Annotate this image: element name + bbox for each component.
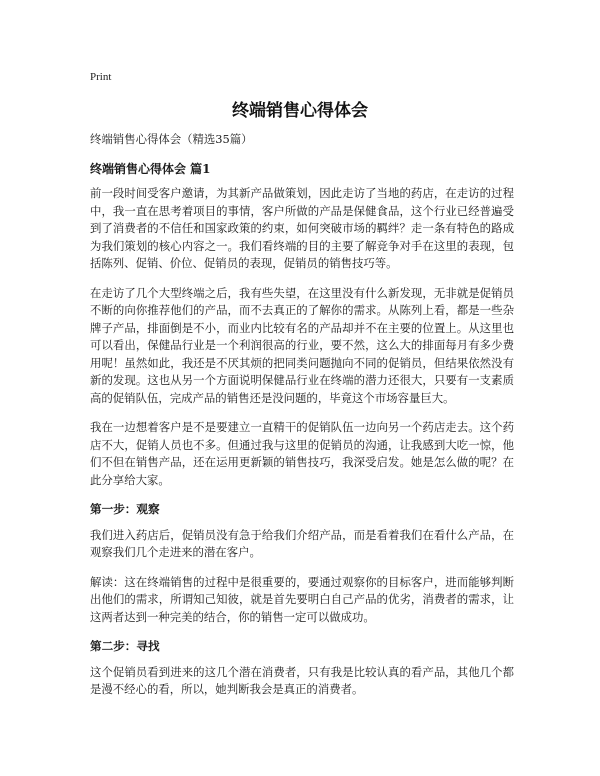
paragraph: 我们进入药店后，促销员没有急于给我们介绍产品，而是看着我们在看什么产品，在观察我们几个走进来的潜在客户。	[90, 527, 514, 559]
step1-heading: 第一步：观察	[90, 502, 160, 516]
step2-heading: 第二步：寻找	[90, 639, 160, 653]
paragraph: 这个促销员看到进来的这几个潜在消费者，只有我是比较认真的看产品，其他几个都是漫不经心的看，所以，她判断我会是真正的消费者。	[90, 664, 514, 696]
document-subtitle: 终端销售心得体会（精选35篇）	[90, 132, 253, 146]
print-link[interactable]: Print	[90, 71, 112, 83]
document-title: 终端销售心得体会	[232, 101, 368, 121]
section-heading: 终端销售心得体会 篇1	[90, 161, 211, 176]
document-body	[90, 131, 514, 711]
paragraph: 前一段时间受客户邀请，为其新产品做策划，因此走访了当地的药店，在走访的过程中，我一直在思考着项目的事情，客户所做的产品是保健食品，这个行业已经普遍受到了消费者的不信任和国家政策的约束，如何突破市场的羁绊？走一条有特色的路成为我们策划的核心内容之一。我们看终端的目的主要了解竞争对手在这里的表现，包括陈列、促销、价位、促销员的表现，促销员的销售技巧等。	[90, 186, 514, 270]
paragraph: 解读：这在终端销售的过程中是很重要的，要通过观察你的目标客户，进而能够判断出他们的需求，所谓知己知彼，就是首先要明白自己产品的优劣，消费者的需求，让这两者达到一种完美的结合，你的销售一定可以做成功。	[90, 574, 514, 624]
paragraph: 我在一边想着客户是不是要建立一直精干的促销队伍一边向另一个药店走去。这个药店不大，促销人员也不多。但通过我与这里的促销员的沟通，让我感到大吃一惊，他们不但在销售产品，还在运用更新颖的销售技巧，我深受启发。她是怎么做的呢？在此分享给大家。	[90, 420, 514, 487]
paragraph: 在走访了几个大型终端之后，我有些失望，在这里没有什么新发现，无非就是促销员不断的向你推荐他们的产品，而不去真正的了解你的需求。从陈列上看，都是一些杂牌子产品，排面倒是不小，而业内比较有名的产品却并不在主要的位置上。从这里也可以看出，保健品行业是一个利润很高的行业，要不然，这么大的排面每月有多少费用呢！虽然如此，我还是不厌其烦的把同类问题抛向不同的促销员，但结果依然没有新的发现。这也从另一个方面说明保健品行业在终端的潜力还很大，只要有一支素质高的促销队伍，完成产品的销售还是没问题的，毕竟这个市场容量巨大。	[90, 285, 514, 405]
